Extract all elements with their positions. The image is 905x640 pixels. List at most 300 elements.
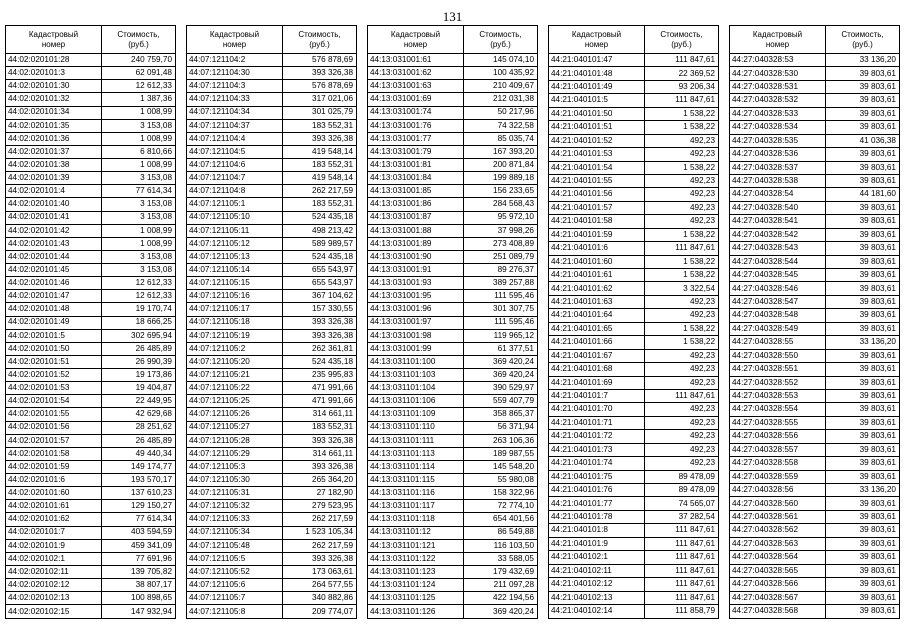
table-row [368,80,538,93]
table-row [368,316,538,329]
cost-cell: 369 420,24 [464,605,538,619]
cost-cell: 39 803,61 [826,470,900,483]
table-row [368,303,538,316]
cost-cell: 39 803,61 [826,161,900,174]
cadastral-number-cell: 44:02:020101:40 [6,198,102,211]
table-row [187,132,357,145]
table-row [368,250,538,263]
table-row [368,54,538,67]
cadastral-number-cell: 44:13:031001:61 [368,54,464,67]
cost-cell: 262 217,59 [283,513,357,526]
cadastral-number-cell: 44:27:040328:55 [730,336,826,349]
cost-cell: 302 695,94 [102,329,176,342]
cost-cell: 492,23 [645,363,719,376]
cost-cell: 61 377,51 [464,342,538,355]
cadastral-number-cell: 44:27:040328:556 [730,430,826,443]
cost-cell: 3 153,08 [102,264,176,277]
table-row [6,106,176,119]
cost-cell: 39 803,61 [826,591,900,604]
cost-cell: 284 568,43 [464,198,538,211]
cadastral-number-cell: 44:21:040101:69 [549,376,645,389]
cadastral-number-cell: 44:13:031101:115 [368,474,464,487]
cost-cell: 393 326,38 [283,67,357,80]
table-row [730,430,900,443]
cost-cell: 37 998,26 [464,224,538,237]
cadastral-number-cell: 44:02:020101:4 [6,185,102,198]
cadastral-number-cell: 44:21:040101:8 [549,524,645,537]
cost-cell: 492,23 [645,134,719,147]
cost-cell: 111 847,61 [645,94,719,107]
cost-cell: 39 803,61 [826,457,900,470]
cost-cell: 340 882,86 [283,592,357,605]
cost-cell: 358 865,37 [464,408,538,421]
cadastral-number-cell: 44:13:031001:93 [368,277,464,290]
cadastral-number-header: Кадастровый номер [368,26,464,54]
table-row [187,237,357,250]
table-row [549,228,719,241]
cadastral-number-cell: 44:13:031101:100 [368,355,464,368]
cadastral-number-header: Кадастровый номер [6,26,102,54]
cost-cell: 26 990,39 [102,355,176,368]
cost-cell: 1 523 105,34 [283,526,357,539]
cost-cell: 19 173,86 [102,369,176,382]
cadastral-number-header: Кадастровый номер [187,26,283,54]
table-row [730,107,900,120]
table-row [368,93,538,106]
table-row [730,80,900,93]
table-row [6,224,176,237]
cadastral-number-cell: 44:02:020101:9 [6,539,102,552]
table-row [730,242,900,255]
table-row [187,355,357,368]
cadastral-number-cell: 44:27:040328:562 [730,524,826,537]
cadastral-number-cell: 44:27:040328:543 [730,242,826,255]
cost-cell: 492,23 [645,416,719,429]
cost-cell: 157 330,55 [283,303,357,316]
cost-header: Стоимость, (руб.) [102,26,176,54]
table-row [368,500,538,513]
cadastral-number-cell: 44:02:020101:51 [6,355,102,368]
cadastral-number-cell: 44:21:040101:54 [549,161,645,174]
cadastral-number-cell: 44:21:040101:77 [549,497,645,510]
table-row [549,67,719,80]
cost-cell: 183 552,31 [283,119,357,132]
table-row [187,500,357,513]
cost-cell: 279 523,95 [283,500,357,513]
cadastral-number-cell: 44:21:040101:50 [549,107,645,120]
cadastral-number-cell: 44:02:020101:54 [6,395,102,408]
table-row [730,591,900,604]
table-row [368,67,538,80]
cost-cell: 39 803,61 [826,604,900,618]
cost-header: Стоимость, (руб.) [283,26,357,54]
table-row [549,309,719,322]
cost-cell: 156 233,65 [464,185,538,198]
table-row [6,592,176,605]
table-row [730,336,900,349]
cadastral-number-cell: 44:27:040328:552 [730,376,826,389]
cadastral-number-cell: 44:27:040328:531 [730,80,826,93]
cost-cell: 1 008,99 [102,106,176,119]
cost-cell: 39 803,61 [826,67,900,80]
cadastral-number-cell: 44:13:031001:62 [368,67,464,80]
cost-cell: 422 194,56 [464,592,538,605]
cadastral-number-cell: 44:07:121104:34 [187,106,283,119]
table-row [730,201,900,214]
table-row [368,185,538,198]
cost-cell: 129 150,27 [102,500,176,513]
cadastral-number-cell: 44:02:020101:35 [6,119,102,132]
cost-cell: 39 803,61 [826,255,900,268]
cost-cell: 492,23 [645,215,719,228]
table-row [368,565,538,578]
cadastral-number-cell: 44:07:121105:17 [187,303,283,316]
cost-cell: 393 326,38 [283,316,357,329]
cost-cell: 492,23 [645,349,719,362]
cost-cell: 1 538,22 [645,161,719,174]
cost-cell: 393 326,38 [283,329,357,342]
table-row [549,363,719,376]
table-row [6,303,176,316]
table-row [187,447,357,460]
page-number: 131 [442,9,463,24]
cost-cell: 393 326,38 [283,460,357,473]
cost-cell: 655 543,97 [283,264,357,277]
cost-table [5,25,176,619]
cost-cell: 654 401,56 [464,513,538,526]
cost-cell: 145 548,20 [464,460,538,473]
cadastral-number-cell: 44:13:031001:91 [368,264,464,277]
cadastral-number-cell: 44:27:040328:550 [730,349,826,362]
table-row [6,342,176,355]
table-row [549,578,719,591]
cost-cell: 39 803,61 [826,80,900,93]
cadastral-number-cell: 44:21:040102:11 [549,564,645,577]
cadastral-number-cell: 44:21:040101:64 [549,309,645,322]
table-row [730,188,900,201]
cadastral-number-cell: 44:02:020102:11 [6,565,102,578]
table-row [549,497,719,510]
cadastral-number-cell: 44:02:020101:30 [6,80,102,93]
cadastral-number-cell: 44:27:040328:534 [730,121,826,134]
cadastral-number-cell: 44:13:031101:104 [368,382,464,395]
cadastral-number-cell: 44:02:020101:6 [6,474,102,487]
cost-cell: 524 435,18 [283,355,357,368]
table-row [730,551,900,564]
cost-cell: 262 217,59 [283,539,357,552]
cadastral-number-cell: 44:27:040328:563 [730,537,826,550]
cost-cell: 39 803,61 [826,174,900,187]
tables-container [5,25,900,619]
cost-cell: 1 538,22 [645,107,719,120]
cadastral-number-cell: 44:21:040101:53 [549,148,645,161]
cadastral-number-cell: 44:07:121105:13 [187,250,283,263]
cadastral-number-cell: 44:27:040328:568 [730,604,826,618]
cost-cell: 193 570,17 [102,474,176,487]
cadastral-number-cell: 44:27:040328:540 [730,201,826,214]
cadastral-number-header: Кадастровый номер [730,26,826,54]
table-row [187,565,357,578]
table-row [6,67,176,80]
cost-cell: 576 878,69 [283,80,357,93]
cadastral-number-cell: 44:27:040328:555 [730,416,826,429]
cadastral-number-cell: 44:21:040101:58 [549,215,645,228]
table-row [187,434,357,447]
cost-cell: 111 595,46 [464,290,538,303]
table-row [187,185,357,198]
cost-cell: 265 364,20 [283,474,357,487]
table-row [187,211,357,224]
table-row [730,376,900,389]
cost-cell: 26 485,89 [102,434,176,447]
table-row [730,67,900,80]
cost-cell: 33 588,05 [464,552,538,565]
cost-cell: 211 097,28 [464,579,538,592]
cost-cell: 100 435,92 [464,67,538,80]
table-row [549,457,719,470]
table-row [368,605,538,619]
cost-cell: 139 705,82 [102,565,176,578]
cost-cell: 183 552,31 [283,198,357,211]
cost-cell: 39 803,61 [826,201,900,214]
cadastral-number-cell: 44:13:031001:96 [368,303,464,316]
cost-cell: 389 257,88 [464,277,538,290]
cadastral-number-cell: 44:02:020101:7 [6,526,102,539]
cadastral-number-cell: 44:02:020101:42 [6,224,102,237]
cadastral-number-cell: 44:21:040101:68 [549,363,645,376]
cost-cell: 471 991,66 [283,395,357,408]
table-row [368,395,538,408]
table-row [6,579,176,592]
cost-cell: 137 610,23 [102,487,176,500]
cost-cell: 39 803,61 [826,295,900,308]
cadastral-number-cell: 44:07:121105:1 [187,198,283,211]
table-row [187,264,357,277]
cadastral-number-cell: 44:02:020101:48 [6,303,102,316]
cadastral-number-cell: 44:13:031101:118 [368,513,464,526]
cost-cell: 111 847,61 [645,551,719,564]
cost-cell: 44 181,60 [826,188,900,201]
table-row [368,159,538,172]
cost-cell: 111 847,61 [645,537,719,550]
cost-cell: 576 878,69 [283,54,357,67]
cadastral-number-cell: 44:27:040328:567 [730,591,826,604]
cadastral-number-cell: 44:02:020101:28 [6,54,102,67]
cadastral-number-cell: 44:02:020101:41 [6,211,102,224]
cadastral-number-cell: 44:21:040101:66 [549,336,645,349]
cadastral-number-cell: 44:02:020101:53 [6,382,102,395]
table-row [730,228,900,241]
cost-cell: 492,23 [645,188,719,201]
cost-cell: 1 008,99 [102,224,176,237]
cadastral-number-cell: 44:27:040328:561 [730,510,826,523]
table-row [6,159,176,172]
cost-cell: 263 106,36 [464,434,538,447]
cost-cell: 28 251,62 [102,421,176,434]
cost-cell: 251 089,79 [464,250,538,263]
cadastral-number-cell: 44:27:040328:547 [730,295,826,308]
table-row [6,119,176,132]
table-row [549,107,719,120]
table-row [549,443,719,456]
cadastral-number-cell: 44:21:040101:71 [549,416,645,429]
cost-cell: 39 803,61 [826,269,900,282]
cadastral-number-cell: 44:07:121105:30 [187,474,283,487]
cost-header: Стоимость, (руб.) [826,26,900,54]
cost-cell: 89 478,09 [645,484,719,497]
cadastral-number-cell: 44:02:020101:43 [6,237,102,250]
cadastral-number-cell: 44:07:121105:6 [187,579,283,592]
cadastral-number-cell: 44:21:040101:48 [549,67,645,80]
cost-cell: 3 153,08 [102,250,176,263]
table-row [368,513,538,526]
cadastral-number-cell: 44:13:031001:98 [368,329,464,342]
cadastral-number-cell: 44:13:031101:113 [368,447,464,460]
cadastral-number-cell: 44:07:121104:3 [187,80,283,93]
cadastral-number-cell: 44:21:040101:73 [549,443,645,456]
table-row [187,290,357,303]
cadastral-number-cell: 44:13:031001:86 [368,198,464,211]
cadastral-number-cell: 44:07:121105:5 [187,552,283,565]
cadastral-number-cell: 44:13:031001:81 [368,159,464,172]
cost-cell: 33 136,20 [826,336,900,349]
table-row [549,564,719,577]
cost-cell: 3 322,54 [645,282,719,295]
cadastral-number-cell: 44:21:040101:72 [549,430,645,443]
cost-cell: 158 322,96 [464,487,538,500]
table-row [730,578,900,591]
table-row [549,551,719,564]
cadastral-number-cell: 44:21:040101:56 [549,188,645,201]
table-row [187,460,357,473]
cadastral-number-cell: 44:13:031001:89 [368,237,464,250]
cadastral-number-cell: 44:07:121105:3 [187,460,283,473]
table-row [6,290,176,303]
cadastral-number-cell: 44:21:040101:51 [549,121,645,134]
cadastral-number-cell: 44:21:040101:55 [549,174,645,187]
cost-cell: 492,23 [645,376,719,389]
table-row [187,342,357,355]
cost-cell: 524 435,18 [283,250,357,263]
table-row [549,416,719,429]
table-row [549,174,719,187]
table-row [187,369,357,382]
table-row [730,443,900,456]
table-row [730,457,900,470]
cadastral-number-cell: 44:07:121104:6 [187,159,283,172]
cadastral-number-cell: 44:07:121105:19 [187,329,283,342]
cost-cell: 235 995,83 [283,369,357,382]
cadastral-number-cell: 44:02:020101:47 [6,290,102,303]
cost-table [729,25,900,619]
table-row [368,198,538,211]
cost-table [367,25,538,619]
table-row [368,172,538,185]
cadastral-number-cell: 44:07:121104:2 [187,54,283,67]
cost-cell: 111 847,61 [645,591,719,604]
table-row [187,54,357,67]
table-row [730,416,900,429]
table-row [730,255,900,268]
cadastral-number-cell: 44:21:040101:59 [549,228,645,241]
table-row [6,316,176,329]
table-row [6,395,176,408]
cadastral-number-cell: 44:13:031001:87 [368,211,464,224]
table-row [730,282,900,295]
table-row [6,487,176,500]
cost-cell: 39 803,61 [826,309,900,322]
cost-cell: 18 666,25 [102,316,176,329]
cost-cell: 492,23 [645,309,719,322]
cost-cell: 301 025,79 [283,106,357,119]
table-row [6,421,176,434]
table-row [549,295,719,308]
cost-cell: 39 803,61 [826,537,900,550]
table-row [549,80,719,93]
table-row [549,510,719,523]
cost-cell: 12 612,33 [102,80,176,93]
cost-cell: 183 552,31 [283,159,357,172]
cadastral-number-cell: 44:07:121105:14 [187,264,283,277]
cadastral-number-cell: 44:07:121105:52 [187,565,283,578]
cost-cell: 33 136,20 [826,54,900,67]
cadastral-number-cell: 44:13:031001:69 [368,93,464,106]
cadastral-number-cell: 44:13:031101:121 [368,539,464,552]
cadastral-number-cell: 44:27:040328:546 [730,282,826,295]
table-row [187,106,357,119]
table-row [549,148,719,161]
cost-cell: 492,23 [645,430,719,443]
cadastral-number-cell: 44:21:040101:9 [549,537,645,550]
cadastral-number-cell: 44:02:020101:57 [6,434,102,447]
table-row [187,552,357,565]
cadastral-number-cell: 44:07:121105:7 [187,592,283,605]
cadastral-number-cell: 44:21:040101:63 [549,295,645,308]
table-row [187,408,357,421]
table-row [6,552,176,565]
cadastral-number-cell: 44:13:031101:111 [368,434,464,447]
cost-cell: 369 420,24 [464,369,538,382]
cost-cell: 189 987,55 [464,447,538,460]
cost-cell: 459 341,09 [102,539,176,552]
table-row [549,484,719,497]
table-row [368,224,538,237]
cadastral-number-cell: 44:13:031101:126 [368,605,464,619]
cost-cell: 390 529,97 [464,382,538,395]
cadastral-number-cell: 44:27:040328:542 [730,228,826,241]
cost-cell: 1 538,22 [645,255,719,268]
cost-cell: 39 803,61 [826,497,900,510]
table-row [549,188,719,201]
table-row [6,539,176,552]
cost-cell: 39 803,61 [826,121,900,134]
cadastral-number-cell: 44:02:020102:12 [6,579,102,592]
cadastral-number-cell: 44:27:040328:537 [730,161,826,174]
cadastral-number-cell: 44:13:031001:99 [368,342,464,355]
cost-cell: 74 322,58 [464,119,538,132]
cost-cell: 111 847,61 [645,242,719,255]
cost-cell: 95 972,10 [464,211,538,224]
cadastral-number-cell: 44:02:020102:15 [6,605,102,619]
cadastral-number-cell: 44:27:040328:56 [730,484,826,497]
cadastral-number-cell: 44:07:121105:16 [187,290,283,303]
cadastral-number-cell: 44:02:020101:58 [6,447,102,460]
table-row [549,322,719,335]
cost-cell: 77 614,34 [102,513,176,526]
cost-cell: 3 153,08 [102,119,176,132]
cost-cell: 301 307,75 [464,303,538,316]
cost-cell: 27 182,90 [283,487,357,500]
